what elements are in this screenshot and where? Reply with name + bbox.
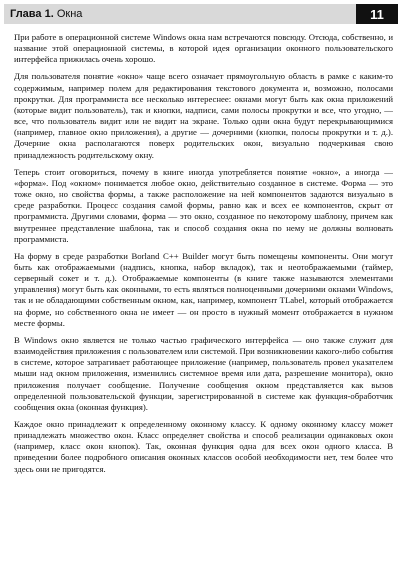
paragraph: Теперь стоит оговориться, почему в книге иногда употребляется понятие «окно», а иногда — «форма». Под «окном» понимается любое окно, действительно созданное в системе. Форма — это тоже окно, но свойства формы, а также расположение на ней компонентов задаются визуально в среде разработки. Процесс создания самой формы, равно как и всех ее компонентов, скрыт от программиста. Другими словами, форма — это окно, созданное по некоторому шаблону, причем как внутреннее представление шаблона, так и способ создания окна по нему не должны волновать программиста. <box>14 166 393 244</box>
paragraph: При работе в операционной системе Windows окна нам встречаются повсюду. Отсюда, собственно, и название этой операционной системы, в которой идея организации оконного пользовательского интерфейса прижилась очень хорошо. <box>14 32 393 65</box>
paragraph: На форму в среде разработки Borland C++ Builder могут быть помещены компоненты. Они могут быть как отображаемыми (надпись, кнопка, набор вкладок), так и неотображаемыми (таймер, серверный сокет и т. д.). Отображаемые компоненты (в книге также называются элементами управления) могут быть как оконными, то есть являться полноценными дочерними окнами Windows, так и не обладающими собственным окном, как, например, компонент TLabel, который отображается на форме, но собственного окна не имеет — он просто в нужный момент отображается в нужном месте формы. <box>14 250 393 328</box>
chapter-label: Глава 1. <box>10 8 54 20</box>
page-number: 11 <box>356 4 398 24</box>
page-body <box>14 32 393 481</box>
running-head <box>10 8 82 20</box>
page-header <box>4 4 398 24</box>
chapter-title: Окна <box>56 8 83 20</box>
paragraph: Для пользователя понятие «окно» чаще всего означает прямоугольную область в рамке с каким-то содержимым, например полем для редактирования текстового документа и, возможно, полосами прокрутки. Для программиста все несколько интереснее: окнами могут быть как окна приложений (которые видит пользователь), так и кнопки, надписи, сами полосы прокрутки и все, что угодно, — все, что пользователь видит или не видит на экране. Только одни окна будут перекрывающимися (например, главное окно приложения), а другие — дочерними (кнопки, полосы прокрутки и т. д.). Дочерние окна располагаются поверх родительских окон, визуально подчеркивая свою принадлежность родительскому окну. <box>14 71 393 160</box>
paragraph: В Windows окно является не только частью графического интерфейса — оно также служит для взаимодействия приложения с пользователем или системой. При возникновении какого-либо события в системе, которое затрагивает работающее приложение (например, пользователь провел указателем мыши над окном приложения, изменились системное время или дата, разрешение монитора), окно приложения получает сообщение. Получение сообщения окном представляется как вызов определенной пользовательской функции, зарегистрированной в системе как функция-обработчик сообщения окна (оконная функция). <box>14 334 393 412</box>
paragraph: Каждое окно принадлежит к определенному оконному классу. К одному оконному классу может принадлежать множество окон. Класс определяет свойства и способ реализации одинаковых окон (например, класс окон кнопок). Так, оконная функция одна для всех окон одного класса. В приведении более подробного описания оконных классов особой необходимости нет, тем более что здесь они не пригодятся. <box>14 419 393 474</box>
